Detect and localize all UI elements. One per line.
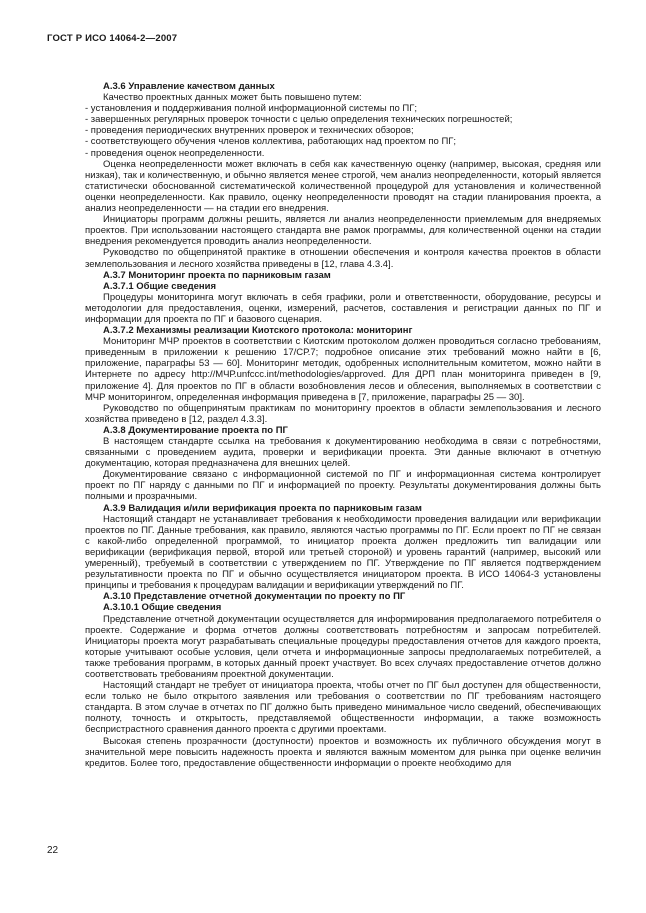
paragraph: Процедуры мониторинга могут включать в себя графики, роли и ответственности, оборудование, ресурсы и методологии для предоставления, оценки, измерений, расчетов, составления и регистрации данных по ПГ и информации для проекта по ПГ и базового сценария.	[85, 291, 601, 325]
document-standard-number: ГОСТ Р ИСО 14064-2—2007	[47, 33, 178, 44]
paragraph: Представление отчетной документации осуществляется для информирования предполагаемого потребителя о проекте. Содержание и форма отчетов должны соответствовать потребностям и запросам потребителей. Инициаторы проекта могут разрабатывать специальные процедуры предоставления отчетов для каждого проекта, которые учитывают особые условия, цели отчета и информационные запросы предполагаемых потребителей, а также требования программ, в которых данный проект участвует. Во всех случаях предоставление отчетов должно соответствовать требованиям проектной документации.	[85, 613, 601, 680]
paragraph: Настоящий стандарт не устанавливает требования к необходимости проведения валидации или верификации проектов по ПГ. Данные требования, как правило, являются частью программы по ПГ. Если проект по ПГ не связан с какой-либо определенной программой, то инициатор проекта должен предложить тип валидации или верификации (верификация первой, второй или третьей стороной) и уровень гарантий (например, высокий или умеренный), требуемый в соответствии с утверждением по ПГ. Утверждение по ПГ является подтверждением результативности проекта по ПГ и обычно осуществляется инициатором проекта. В ИСО 14064-3 установлены принципы и требования к процедурам валидации и верификации утверждений по ПГ.	[85, 513, 601, 592]
heading-a-3-7: А.3.7 Мониторинг проекта по парниковым газам	[103, 269, 331, 281]
heading-a-3-6: А.3.6 Управление качеством данных	[103, 81, 275, 92]
list-item: - завершенных регулярных проверок точности с целью определения технических погрешностей;	[85, 114, 513, 126]
paragraph: Высокая степень прозрачности (доступности) проектов и возможность их публичного обсуждения могут в значительной мере повысить надежность проекта и являются важным моментом для рынка при оценке величин кредитов. Более того, предоставление общественности информации о проекте необходимо для	[85, 735, 601, 769]
paragraph: Руководство по общепринятым практикам по мониторингу проектов в области землепользования и лесного хозяйства приведено в [12, раздел 4.3.3].	[85, 402, 601, 425]
heading-a-3-10-1: А.3.10.1 Общие сведения	[103, 602, 222, 614]
heading-a-3-8: А.3.8 Документирование проекта по ПГ	[103, 424, 288, 436]
heading-a-3-7-2: А.3.7.2 Механизмы реализации Киотского протокола: мониторинг	[103, 325, 413, 337]
paragraph: Мониторинг МЧР проектов в соответствии с Киотским протоколом должен проводиться согласно требованиям, приведенным в приложении к решению 17/СР.7; подробное описание этих требований можно найти в [6, приложение, параграфы 53 — 60]. Мониторинг методик, одобренных исполнительным комитетом, можно найти в Интернете по адресу http://МЧР.unfccc.int/methodologies/approved. Для ДРП план мониторинга приведен в [9, приложение 4]. Для проектов по ПГ в области возобновления лесов и облесения, выполняемых в соответствии с МЧР мониторингом, определенная информация приведена в [7, приложение, параграфы 25 — 30].	[85, 336, 601, 403]
list-item: - установления и поддерживания полной информационной системы по ПГ;	[85, 103, 418, 115]
list-item: - проведения оценок неопределенности.	[85, 147, 265, 159]
page-number: 22	[47, 845, 59, 856]
document-body	[85, 81, 601, 769]
list-item: - проведения периодических внутренних проверок и технических обзоров;	[85, 125, 414, 137]
paragraph: Качество проектных данных может быть повышено путем:	[103, 92, 362, 104]
paragraph: Оценка неопределенности может включать в себя как качественную оценку (например, высокая, средняя или низкая), так и количественную, и обычно является менее строгой, чем анализ неопределенности, который является статистически обоснованной систематической количественной процедурой для установления и количественной оценки неопределенности. Как правило, оценку неопределенности проводят на стадии планирования проекта, а анализ неопределенности — на стадии его внедрения.	[85, 158, 601, 215]
paragraph: Инициаторы программ должны решить, является ли анализ неопределенности приемлемым для внедряемых проектов. При использовании настоящего стандарта вне рамок программы, для количественной оценки на стадии внедрения рекомендуется проводить анализ неопределенности.	[85, 214, 601, 248]
paragraph: Руководство по общепринятой практике в отношении обеспечения и контроля качества проектов в области землепользования и лесного хозяйства приведены в [12, глава 4.3.4].	[85, 247, 601, 270]
heading-a-3-9: А.3.9 Валидация и/или верификация проекта по парниковым газам	[103, 502, 422, 514]
heading-a-3-10: А.3.10 Представление отчетной документации по проекту по ПГ	[103, 591, 406, 603]
paragraph: В настоящем стандарте ссылка на требования к документированию необходима в связи с потребностями, связанными с проведением аудита, проверки и верификации проекта. Эти данные включают в отчетную документацию, которая предназначена для внешних целей.	[85, 436, 601, 470]
list-item: - соответствующего обучения членов коллектива, работающих над проектом по ПГ;	[85, 136, 457, 148]
heading-a-3-7-1: А.3.7.1 Общие сведения	[103, 280, 217, 292]
paragraph: Настоящий стандарт не требует от инициатора проекта, чтобы отчет по ПГ был доступен для общественности, если только не было открытого заявления или требования о соответствии по ПГ требованиям настоящего стандарта. В этом случае в отчетах по ПГ должно быть приведено минимальное число сведений, обеспечивающих полноту, точность и открытость, представляемой общественности информации, а также возможность беспристрастного сравнения данного проекта с другими проектами.	[85, 680, 601, 736]
paragraph: Документирование связано с информационной системой по ПГ и информационная система контролирует проект по ПГ наряду с данными по ПГ и информацией по проекту. Результаты документирования должны быть полными и прозрачными.	[85, 469, 601, 503]
